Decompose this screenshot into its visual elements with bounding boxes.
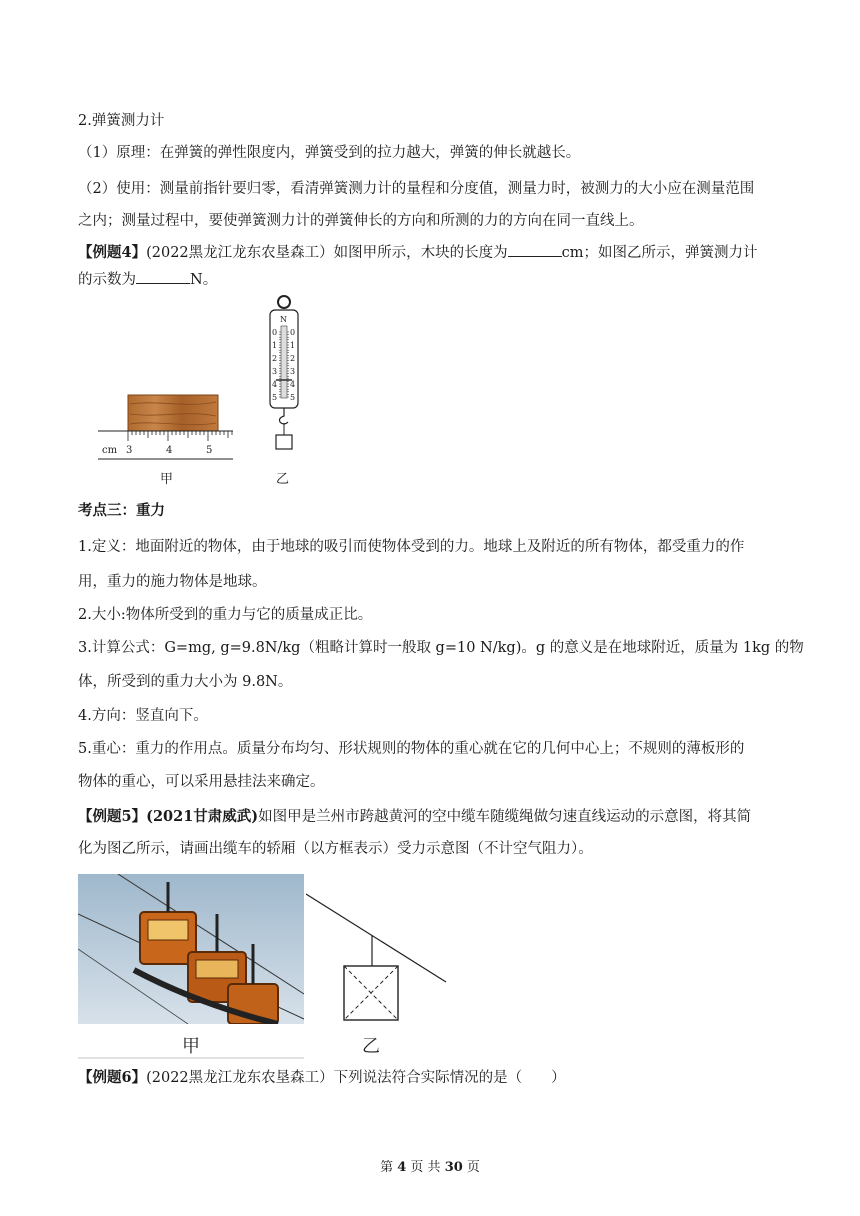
example5-text1: 如图甲是兰州市跨越黄河的空中缆车随缆绳做匀速直线运动的示意图，将其简 <box>258 809 752 825</box>
scale-number-left: 2 <box>272 354 278 363</box>
weight-block <box>276 435 292 449</box>
scale-number-right: 2 <box>290 354 296 363</box>
gravity-formula-1: 3.计算公式：G=mg, g=9.8N/kg（粗略计算时一般取 g=10 N/kg)。g 的意义是在地球附近，质量为 1kg 的物 <box>78 640 804 656</box>
example4-line1 <box>78 242 758 263</box>
scale-number-left: 4 <box>272 380 278 389</box>
spring-usage-1: （2）使用：测量前指针要归零，看清弹簧测力计的量程和分度值，测量力时，被测力的大小应在测量范围 <box>78 181 755 197</box>
spring-heading: 2.弹簧测力计 <box>78 113 165 129</box>
spring-usage-2: 之内；测量过程中，要使弹簧测力计的弹簧伸长的方向和所测的力的方向在同一直线上。 <box>78 213 644 229</box>
example6-source: (2022黑龙江龙东农垦森工） <box>146 1070 334 1086</box>
gravity-size: 2.大小:物体所受到的重力与它的质量成正比。 <box>78 607 373 623</box>
gravity-center-2: 物体的重心，可以采用悬挂法来确定。 <box>78 774 325 790</box>
scale-number-right: 3 <box>290 367 296 376</box>
photo-label-jia: 甲 <box>182 1036 200 1057</box>
wooden-block <box>128 395 218 431</box>
example5-source: (2021甘肃威武) <box>146 808 259 825</box>
spring-principle: （1）原理：在弹簧的弹性限度内，弹簧受到的拉力越大，弹簧的伸长就越长。 <box>78 145 581 161</box>
ruler-tick-5: 5 <box>206 445 213 456</box>
example5-tag: 【例题5】 <box>78 808 147 825</box>
gravity-direction: 4.方向：竖直向下。 <box>78 708 208 724</box>
example5-text2: 化为图乙所示，请画出缆车的轿厢（以方框表示）受力示意图（不计空气阻力）。 <box>78 841 593 857</box>
example6-tag: 【例题6】 <box>78 1069 147 1086</box>
scale-number-left: 0 <box>272 328 278 337</box>
ruler-tick-3: 3 <box>126 445 133 456</box>
cable-car-diagram <box>306 884 452 1060</box>
example4-source: (2022黑龙江龙东农垦森工） <box>146 245 334 261</box>
footer-total-pages: 30 <box>444 1160 463 1175</box>
cable-car-photo <box>78 874 306 1060</box>
example5-line1 <box>78 807 751 827</box>
diagram-label-yi: 乙 <box>362 1036 380 1057</box>
example6-text: 下列说法符合实际情况的是（ ） <box>333 1070 566 1086</box>
example4-unit1: cm；如图乙所示，弹簧测力计 <box>561 245 758 261</box>
ruler-tick-4: 4 <box>166 445 173 456</box>
scale-number-right: 4 <box>290 380 296 389</box>
gravity-heading: 考点三：重力 <box>78 502 165 519</box>
example4-text1: 如图甲所示，木块的长度为 <box>333 245 508 261</box>
scale-number-left: 3 <box>272 367 278 376</box>
footer-mid: 页 共 <box>410 1160 441 1175</box>
scale-number-left: 5 <box>272 393 278 402</box>
example4-unit2: N。 <box>190 272 218 288</box>
gravity-formula-2: 体，所受到的重力大小为 9.8N。 <box>78 674 293 690</box>
figure-label-jia: 甲 <box>160 472 174 487</box>
figure-label-yi: 乙 <box>276 472 290 487</box>
example4-text2: 的示数为 <box>78 272 136 288</box>
scale-number-right: 1 <box>290 341 296 350</box>
answer-blank-length[interactable] <box>508 242 562 257</box>
ruler-unit-label: cm <box>102 445 118 456</box>
page-footer <box>0 1156 860 1175</box>
footer-pre: 第 <box>380 1160 394 1175</box>
gravity-def-2: 用，重力的施力物体是地球。 <box>78 574 267 590</box>
spring-scale-figure <box>262 292 306 462</box>
example6-line <box>78 1068 566 1088</box>
scale-number-right: 0 <box>290 328 296 337</box>
scale-number-left: 1 <box>272 341 278 350</box>
footer-post: 页 <box>466 1160 480 1175</box>
answer-blank-force[interactable] <box>136 269 190 284</box>
scale-number-right: 5 <box>290 393 296 402</box>
gravity-center-1: 5.重心：重力的作用点。质量分布均匀、形状规则的物体的重心就在它的几何中心上；不规则的薄板形的 <box>78 741 745 757</box>
footer-page-number: 4 <box>397 1160 407 1175</box>
scale-unit-N: N <box>280 315 287 324</box>
gravity-def-1: 1.定义：地面附近的物体，由于地球的吸引而使物体受到的力。地球上及附近的所有物体，都受重力的作 <box>78 539 745 555</box>
example4-line2 <box>78 269 217 290</box>
example4-tag: 【例题4】 <box>78 244 147 261</box>
